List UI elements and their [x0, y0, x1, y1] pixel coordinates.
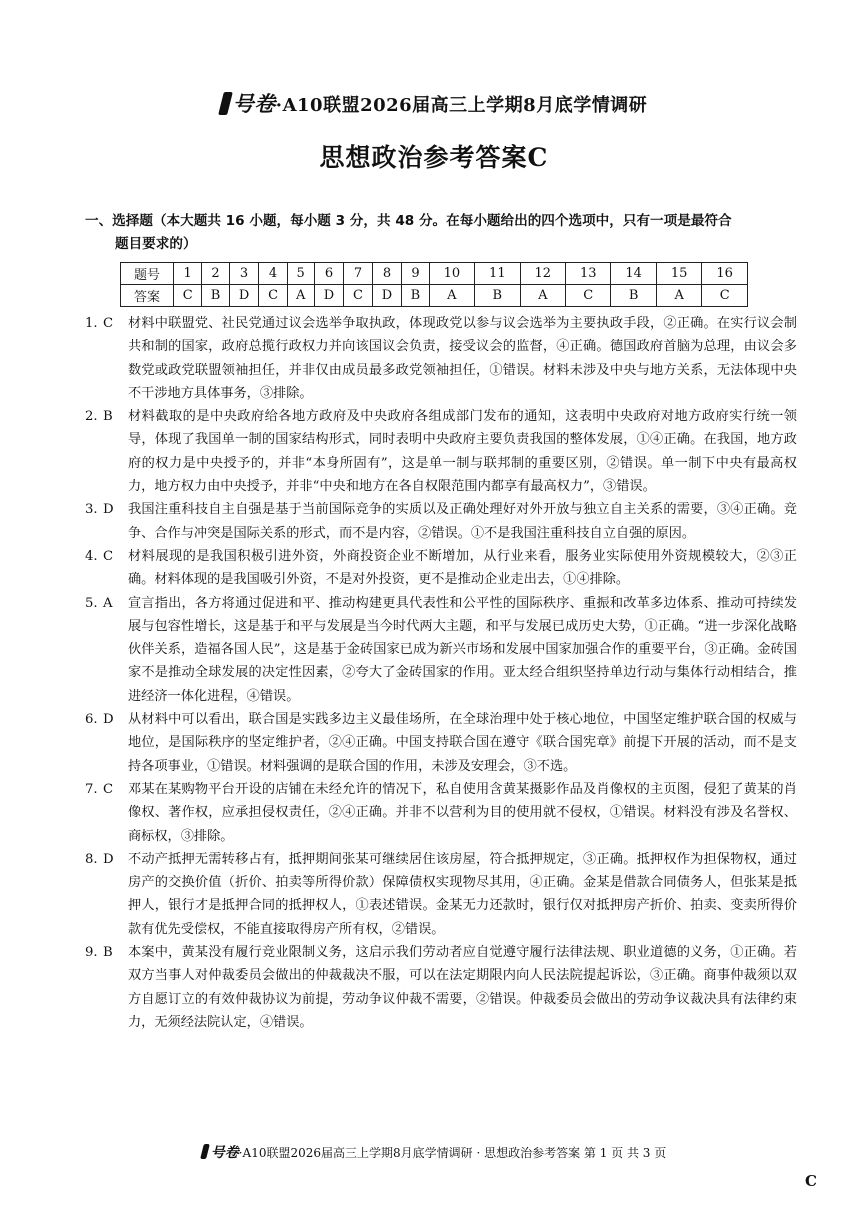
answer-cell: A: [656, 285, 701, 307]
brand-logo-icon: [200, 1144, 210, 1159]
answer-cell: A: [429, 285, 474, 307]
question-number-cell: 5: [287, 263, 314, 285]
question-answer: A: [103, 595, 113, 611]
explanation-item: [85, 405, 797, 498]
answer-cell: C: [259, 285, 287, 307]
question-answer: D: [103, 851, 114, 867]
explanation-text: 邓某在某购物平台开设的店铺在未经允许的情况下，私自使用含黄某摄影作品及肖像权的主页图，侵犯了黄某的肖像权、著作权，应承担侵权责任，②④正确。并非不以营利为目的使用就不侵权，①错误。材料没有涉及名誉权、商标权，③排除。: [128, 781, 797, 844]
question-answer: B: [103, 409, 113, 425]
question-number: 2.: [85, 409, 98, 425]
question-number-cell: 15: [656, 263, 701, 285]
answer-cell: C: [702, 285, 748, 307]
row-label: 题号: [121, 263, 174, 285]
answer-cell: B: [402, 285, 429, 307]
explanation-text: 我国注重科技自主自强是基于当前国际竞争的实质以及正确处理好对外开放与独立自主关系的需要，③④正确。竞争、合作与冲突是国际关系的形式，而不是内容，②错误。①不是我国注重科技自立自强的原因。: [128, 502, 797, 541]
row-label: 答案: [121, 285, 174, 307]
question-number-cell: 6: [314, 263, 344, 285]
exam-title: ·A10联盟2026届高三上学期8月底学情调研: [275, 95, 648, 116]
explanation-item: [85, 312, 797, 405]
question-answer: C: [103, 316, 114, 331]
question-number: 9.: [85, 945, 98, 961]
question-number: 5.: [85, 595, 98, 611]
answer-cell: B: [475, 285, 520, 307]
question-number: 7.: [85, 781, 98, 797]
question-number: 4.: [85, 548, 98, 564]
question-number-cell: 7: [344, 263, 372, 285]
answer-cell: D: [314, 285, 344, 307]
question-answer: C: [103, 548, 114, 564]
answer-cell: B: [611, 285, 656, 307]
question-number-cell: 14: [611, 263, 656, 285]
answer-table-number-row: [121, 263, 748, 285]
question-number-cell: 2: [202, 263, 229, 285]
version-mark: C: [805, 1172, 817, 1190]
answer-cell: A: [520, 285, 565, 307]
question-number-cell: 8: [372, 263, 402, 285]
question-answer: D: [103, 712, 114, 728]
question-number: 3.: [85, 502, 98, 518]
answer-cell: D: [372, 285, 402, 307]
explanation-item: [85, 941, 797, 1034]
explanation-item: [85, 545, 797, 592]
explanation-item: [85, 498, 797, 545]
page-footer: [0, 1142, 868, 1162]
explanation-item: [85, 592, 797, 708]
question-number: 6.: [85, 712, 98, 728]
section-heading-text: 一、选择题（本大题共 16 小题，每小题 3 分，共 48 分。在每小题给出的四个选项中，只有一项是最符合: [85, 213, 732, 229]
explanation-text: 本案中，黄某没有履行竞业限制义务，这启示我们劳动者应自觉遵守履行法律法规、职业道德的义务，①正确。若双方当事人对仲裁委员会做出的仲裁裁决不服，可以在法定期限内向人民法院提起诉讼，③正确。商事仲裁须以双方自愿订立的有效仲裁协议为前提，劳动争议仲裁不需要，②错误。仲裁委员会做出的劳动争议裁决具有法律约束力，无须经法院认定，④错误。: [128, 945, 797, 1030]
answer-table-answer-row: [121, 285, 748, 307]
answer-cell: C: [174, 285, 202, 307]
question-answer: B: [103, 945, 113, 961]
answer-cell: C: [566, 285, 611, 307]
answer-cell: A: [287, 285, 314, 307]
explanation-text: 不动产抵押无需转移占有，抵押期间张某可继续居住该房屋，符合抵押规定，③正确。抵押权作为担保物权，通过房产的交换价值（折价、拍卖等所得价款）保障债权实现物尽其用，④正确。金某是借款合同债务人，但张某是抵押人，银行才是抵押合同的抵押权人，①表述错误。金某无力还款时，银行仅对抵押房产折价、拍卖、变卖所得价款有优先受偿权，不能直接取得房产所有权，②错误。: [128, 851, 797, 937]
explanation-item: [85, 848, 797, 941]
answer-table: [120, 262, 748, 307]
question-number-cell: 9: [402, 263, 429, 285]
question-answer: D: [103, 502, 114, 518]
explanation-text: 材料截取的是中央政府给各地方政府及中央政府各组成部门发布的通知，这表明中央政府对地方政府实行统一领导，体现了我国单一制的国家结构形式，同时表明中央政府主要负责我国的整体发展，①④正确。在我国，地方政府的权力是中央授予的，并非“本身所固有”，这是单一制与联邦制的重要区别，②错误。单一制下中央有最高权力，地方权力由中央授予，并非“中央和地方在各自权限范围内都享有最高权力”，③错误。: [128, 409, 797, 495]
explanation-item: [85, 708, 797, 778]
answer-cell: B: [202, 285, 229, 307]
footer-text: ·A10联盟2026届高三上学期8月底学情调研 · 思想政治参考答案 第 1 页 共 3 页: [238, 1146, 667, 1160]
brand-name: 号卷: [232, 91, 276, 116]
explanation-text: 从材料中可以看出，联合国是实践多边主义最佳场所，在全球治理中处于核心地位，中国坚定维护联合国的权威与地位，是国际秩序的坚定维护者，②④正确。中国支持联合国在遵守《联合国宪章》前提下开展的活动，而不是支持各项事业，①错误。材料强调的是联合国的作用，未涉及安理会，③不选。: [128, 712, 797, 774]
footer-brand: 号卷: [210, 1145, 239, 1161]
question-number-cell: 13: [566, 263, 611, 285]
question-answer: C: [103, 781, 114, 797]
explanation-item: [85, 778, 797, 848]
question-number-cell: 3: [229, 263, 259, 285]
answer-cell: C: [344, 285, 372, 307]
answer-cell: D: [229, 285, 259, 307]
document-header: [0, 88, 868, 118]
explanation-text: 材料中联盟党、社民党通过议会选举争取执政，体现政党以参与议会选举为主要执政手段，②正确。在实行议会制共和制的国家，政府总揽行政权力并向该国议会负责，接受议会的监督，④正确。德国政府首脑为总理，由议会多数党或政党联盟领袖担任，并非仅由成员最多政党领袖担任，①错误。材料未涉及中央与地方关系，无法体现中央不干涉地方具体事务，③排除。: [128, 316, 797, 401]
question-number: 8.: [85, 851, 98, 867]
explanation-text: 材料展现的是我国积极引进外资，外商投资企业不断增加，从行业来看，服务业实际使用外资规模较大，②③正确。材料体现的是我国吸引外资，不是对外投资，更不是推动企业走出去，①④排除。: [128, 548, 797, 588]
question-number-cell: 11: [475, 263, 520, 285]
question-number-cell: 16: [702, 263, 748, 285]
brand-logo-icon: [218, 92, 233, 115]
question-number-cell: 12: [520, 263, 565, 285]
explanation-text: 宣言指出，各方将通过促进和平、推动构建更具代表性和公平性的国际秩序、重振和改革多边体系、推动可持续发展与包容性增长，这是基于和平与发展是当今时代两大主题，和平与发展已成历史大势，①正确。“进一步深化战略伙伴关系，造福各国人民”，这是基于金砖国家已成为新兴市场和发展中国家加强合作的重要平台，③正确。金砖国家不是推动全球发展的决定性因素，②夸大了金砖国家的作用。亚太经合组织坚持单边行动与集体行动相结合，推进经济一体化进程，④错误。: [128, 595, 797, 704]
question-number-cell: 4: [259, 263, 287, 285]
section-heading: [85, 210, 795, 256]
answer-explanations: [85, 312, 797, 1034]
page-title: 思想政治参考答案C: [319, 143, 549, 172]
question-number-cell: 1: [174, 263, 202, 285]
question-number: 1.: [85, 316, 98, 331]
question-number-cell: 10: [429, 263, 474, 285]
section-heading-cont: 题目要求的）: [115, 236, 197, 252]
